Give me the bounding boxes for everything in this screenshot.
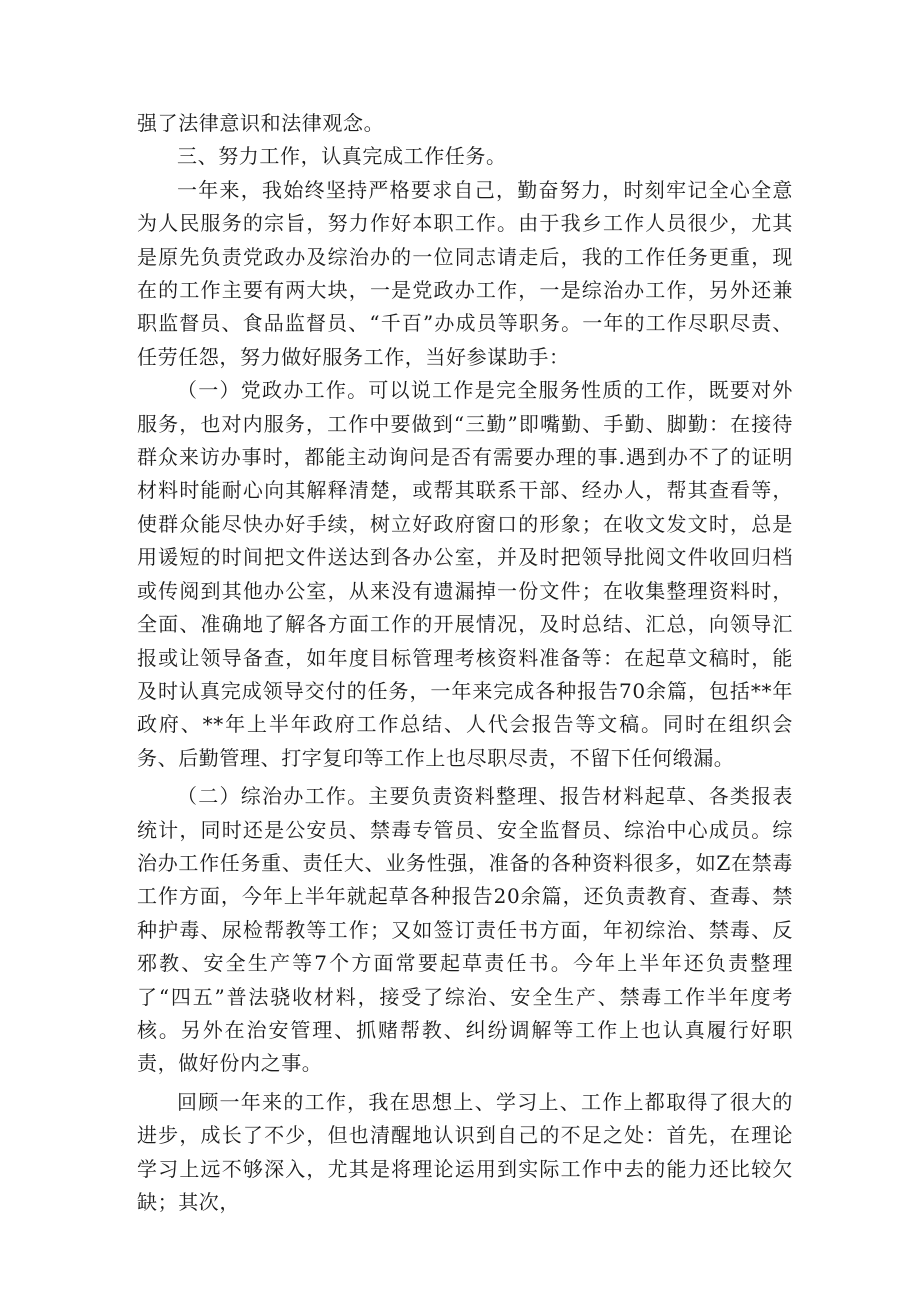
paragraph-party-office-work: （一）党政办工作。可以说工作是完全服务性质的工作，既要对外服务，也对内服务，工作中要做到“三勤”即嘴勤、手勤、脚勤：在接待群众来访办事时，都能主动询问是否有需要办理的事.遇到办不了的证明材料时能耐心向其解释清楚，或帮其联系干部、经办人，帮其查看等，使群众能尽快办好手续，树立好政府窗口的形象；在收文发文时，总是用谖短的时间把文件送达到各办公室，并及时把领导批阅文件收回归档或传阅到其他办公室，从来没有遗漏掉一份文件；在收集整理资料时，全面、准确地了解各方面工作的开展情况，及时总结、汇总，向领导汇报或让领导备查，如年度目标管理考核资料准备等：在起草文稿时，能及时认真完成领导交付的任务，一年来完成各种报告70余篇，包括**年政府、**年上半年政府工作总结、人代会报告等文稿。同时在组织会务、后勤管理、打字复印等工作上也尽职尽责，不留下任何缎漏。 xyxy=(137,378,793,770)
section-heading-three: 三、努力工作，认真完成工作任务。 xyxy=(177,144,507,169)
paragraph-continuation: 强了法律意识和法律观念。 xyxy=(137,111,385,135)
paragraph-year-summary: 一年来，我始终坚持严格要求自己，勤奋努力，时刻牢记全心全意为人民服务的宗旨，努力作好本职工作。由于我乡工作人员很少，尤其是原先负责党政办及综治办的一位同志请走后，我的工作任务更重，现在的工作主要有两大块，一是党政办工作，一是综治办工作，另外还兼职监督员、食品监督员、“千百”办成员等职务。一年的工作尽职尽责、任劳任怨，努力做好服务工作，当好参谋助手： xyxy=(137,177,793,369)
document-body xyxy=(137,107,793,1219)
paragraph-review: 回顾一年来的工作，我在思想上、学习上、工作上都取得了很大的进步，成长了不少，但也清醒地认识到自己的不足之处：首先，在理论学习上远不够深入，尤其是将理论运用到实际工作中去的能力还比较欠缺；其次， xyxy=(137,1089,793,1214)
paragraph-comprehensive-office-work: （二）综治办工作。主要负责资料整理、报告材料起草、各类报表统计，同时还是公安员、禁毒专管员、安全监督员、综治中心成员。综治办工作任务重、责任大、业务性强，准备的各种资料很多，如Z在禁毒工作方面，今年上半年就起草各种报告20余篇，还负责教育、查毒、禁种护毒、尿检帮教等工作；又如签订责任书方面，年初综治、禁毒、反邪教、安全生产等7个方面常要起草责任书。今年上半年还负责整理了“四五”普法骁收材料，接受了综治、安全生产、禁毒工作半年度考核。另外在治安管理、抓赌帮教、纠纷调解等工作上也认真履行好职责，做好份内之事。 xyxy=(137,784,793,1076)
